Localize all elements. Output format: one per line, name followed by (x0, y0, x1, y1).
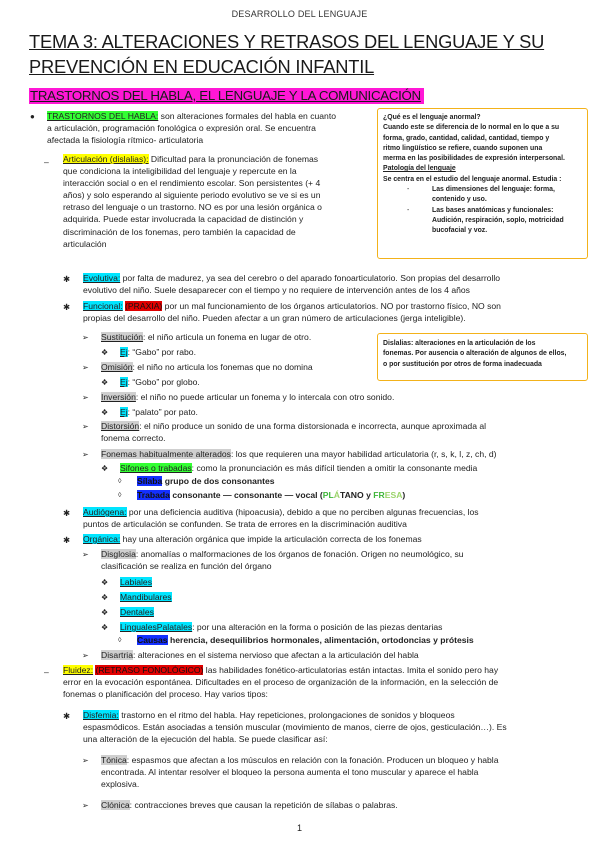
organica-paragraph: Orgánica: hay una alteración orgánica que impide la articulación correcta de los fonemas (83, 534, 422, 544)
running-header: DESARROLLO DEL LENGUAJE (231, 9, 368, 19)
arrowhead-icon: ➢ (82, 450, 89, 459)
box-patologia-heading: Patología del lenguaje (383, 165, 456, 173)
praxia-tag: (PRAXIA) (125, 301, 163, 311)
asterisk-icon: ✱ (63, 302, 71, 312)
asterisk-icon: ✱ (63, 508, 71, 518)
diamond-bullet-icon: ❖ (101, 578, 109, 587)
mandibulares-item: Mandibulares (120, 592, 172, 602)
asterisk-icon: ✱ (63, 711, 71, 721)
diamond-bullet-icon: ❖ (101, 623, 109, 632)
funcional-paragraph: Funcional: (PRAXIA) por un mal funcionamiento de los órganos articulatorios. NO por trastorno físico, NO son propias del desarrollo del niño. Pueden afectar a un gran número de articulaciones (jerga inteligible). (83, 301, 501, 324)
box-list-item: - Las dimensiones del lenguaje: forma, contenido y uso. (407, 186, 555, 204)
fonemas-item: Fonemas habitualmente alterados: los que requieren una mayor habilidad articulatoria (r, s, k, l, z, ch, d) (101, 449, 497, 459)
diamond-outline-icon: ◊ (118, 478, 122, 485)
evolutiva-paragraph: Evolutiva: por falta de madurez, ya sea del cerebro o del aparado fonoarticulatorio. Son propias del desarrollo evolutivo del niño. Suele desaparecer con el tiempo y no requiere de intervención antes de los 4 años (83, 273, 501, 296)
arrowhead-icon: ➢ (82, 393, 89, 402)
diamond-bullet-icon: ❖ (101, 608, 109, 617)
page-number: 1 (296, 823, 302, 833)
diamond-bullet-icon: ❖ (101, 408, 109, 417)
causas-item: Causas herencia, desequilibrios hormonales, alimentación, ortodoncias y prótesis (137, 635, 474, 645)
dentales-item: Dentales (120, 607, 154, 617)
diamond-outline-icon: ◊ (118, 492, 122, 499)
diamond-bullet-icon: ❖ (101, 464, 109, 473)
term-fluidez: Fluidez: (63, 665, 94, 675)
arrowhead-icon: ➢ (82, 651, 89, 660)
linguales-item: LingualesPalatales: por una alteración en la forma o posición de las piezas dentarias (120, 622, 443, 632)
articulacion-paragraph: Articulación (dislalias): Dificultad para la pronunciación de fonemas que condiciona la inteligibilidad del lenguaje y repercute en la interacción social o en el rendimiento escolar. Son persistentes (+ 4 años) y solo esperando al siguiente periodo evolutivo se ve si es un retraso del lenguaje o un trastorno. NO es por una lesión orgánica o adquirida. Puede estar involucrada la capacidad de distinción y discriminación de los fonemas, pero también la capacidad de articulación (63, 154, 322, 249)
disartria-item: Disartria: alteraciones en el sistema nervioso que afectan a la articulación del habla (101, 650, 419, 660)
arrowhead-icon: ➢ (82, 333, 89, 342)
section-heading: TRASTORNOS DEL HABLA, EL LENGUAJE Y LA COMUNICACIÓN (29, 88, 424, 104)
sustitucion-item: Sustitución: el niño articula un fonema en lugar de otro. (101, 332, 312, 342)
term-funcional: Funcional: (83, 301, 123, 311)
term-organica: Orgánica: (83, 534, 121, 544)
dash-icon: – (44, 157, 49, 167)
tonica-item: Tónica: espasmos que afectan a los músculos en relación con la fonación. Producen un bloqueo y habla encontrada. Al intentar resolver el bloqueo la persona aumenta el tono muscular y aparece el habla explosiva. (101, 755, 499, 790)
arrowhead-icon: ➢ (82, 550, 89, 559)
labiales-item: Labiales (120, 577, 153, 587)
term-evolutiva: Evolutiva: (83, 273, 121, 283)
inversion-item: Inversión: el niño no puede articular un fonema y lo intercala con otro sonido. (101, 392, 395, 402)
retraso-tag: (RETRASO FONOLÓGICO) (95, 665, 204, 675)
intro-paragraph: TRASTORNOS DEL HABLA: son alteraciones formales del habla en cuanto a articulación, programación fonológica o expresión oral. Se encuentra afectada la fisiología rítmico- articulatoria (47, 111, 336, 146)
diamond-bullet-icon: ❖ (101, 378, 109, 387)
bullet-dot-icon: ● (30, 112, 35, 121)
diamond-bullet-icon: ❖ (101, 348, 109, 357)
term-audiogena: Audiógena: (83, 507, 127, 517)
audiogena-paragraph: Audiógena: por una deficiencia auditiva (hipoacusia), debido a que no perciben algunas frecuencias, los puntos de articulación se confunden. Se trata de errores en la discriminación auditiva (83, 507, 479, 530)
silaba-item: Sílaba grupo de dos consonantes (137, 476, 275, 486)
sustitucion-example: Ej: “Gabo” por rabo. (120, 347, 196, 357)
omision-example: Ej: “Gobo” por globo. (120, 377, 200, 387)
box-list-item: - Las bases anatómicas y funcionales: Audición, respiración, soplo, motricidad bucofacial y voz. (407, 206, 564, 235)
fluidez-paragraph: Fluidez: (RETRASO FONOLÓGICO) las habilidades fonético-articulatorias están intactas. Imita el sonido pero hay error en la evocación espontánea. Dificultades en el proceso de organización de la información, en la selección de fonemas o planificación del proceso. Hay varios tipos: (63, 665, 499, 700)
dash-icon: – (44, 667, 49, 677)
arrowhead-icon: ➢ (82, 363, 89, 372)
box-question: ¿Qué es el lenguaje anormal? (383, 114, 481, 121)
page-title-line2: PREVENCIÓN EN EDUCACIÓN INFANTIL (29, 56, 375, 77)
asterisk-icon: ✱ (63, 535, 71, 545)
diamond-outline-icon: ◊ (118, 637, 122, 644)
term-disfemia: Disfemia: (83, 710, 119, 720)
arrowhead-icon: ➢ (82, 422, 89, 431)
disfemia-paragraph: Disfemia: trastorno en el ritmo del habla. Hay repeticiones, prolongaciones de sonidos y bloqueos espasmódicos. Están asociadas a tensión muscular (movimiento de manos, cierre de ojos, gesticulación…). Es una alteración de la ejecución del habla. Se puede clasificar así: (83, 710, 507, 745)
asterisk-icon: ✱ (63, 274, 71, 284)
diamond-bullet-icon: ❖ (101, 593, 109, 602)
info-box-dislalias: Dislalias: alteraciones en la articulación de los fonemas. Por ausencia o alteración de algunos de ellos, o por sustitución por otros de forma inadecuada (377, 333, 588, 381)
distorsion-item: Distorsión: el niño produce un sonido de una forma distorsionada e incorrecta, aunque aproximada al fonema correcto. (101, 421, 487, 444)
disglosia-item: Disglosia: anomalías o malformaciones de los órganos de fonación. Origen no neumológico, su clasificación se realiza en función del órgano (101, 549, 464, 572)
trabada-item: Trabada consonante — consonante — vocal (PLÁTANO y FRESA) (137, 490, 406, 500)
sifones-item: Sifones o trabadas: como la pronunciación es más difícil tienden a omitir la consonante media (120, 463, 478, 473)
arrowhead-icon: ➢ (82, 801, 89, 810)
omision-item: Omisión: el niño no articula los fonemas que no domina (101, 362, 313, 372)
page-title: TEMA 3: ALTERACIONES Y RETRASOS DEL LENGUAJE Y SU (29, 31, 545, 52)
clonica-item: Clónica: contracciones breves que causan la repetición de sílabas o palabras. (101, 800, 398, 810)
arrowhead-icon: ➢ (82, 756, 89, 765)
term-trastornos-habla: TRASTORNOS DEL HABLA: (47, 111, 159, 121)
term-articulacion: Articulación (dislalias): (63, 154, 149, 164)
inversion-example: Ej: “palato” por pato. (120, 407, 198, 417)
info-box-lenguaje-anormal: ¿Qué es el lenguaje anormal? Cuando este se diferencia de lo normal en lo que a su forma, grado, cantidad, calidad, cantidad, tiempo y ritmo lingüístico se refiere, cuando suponen una merma en las posibilidades de expresión interpersonal. Patología del lenguaje Se centra en el estudio del lenguaje anormal. Estudia : - Las dimensiones del lenguaje: forma, contenido y uso. - Las bases anatómicas y funcionales: Audición, respiración, soplo, motricidad bucofacial y voz. (377, 108, 588, 259)
